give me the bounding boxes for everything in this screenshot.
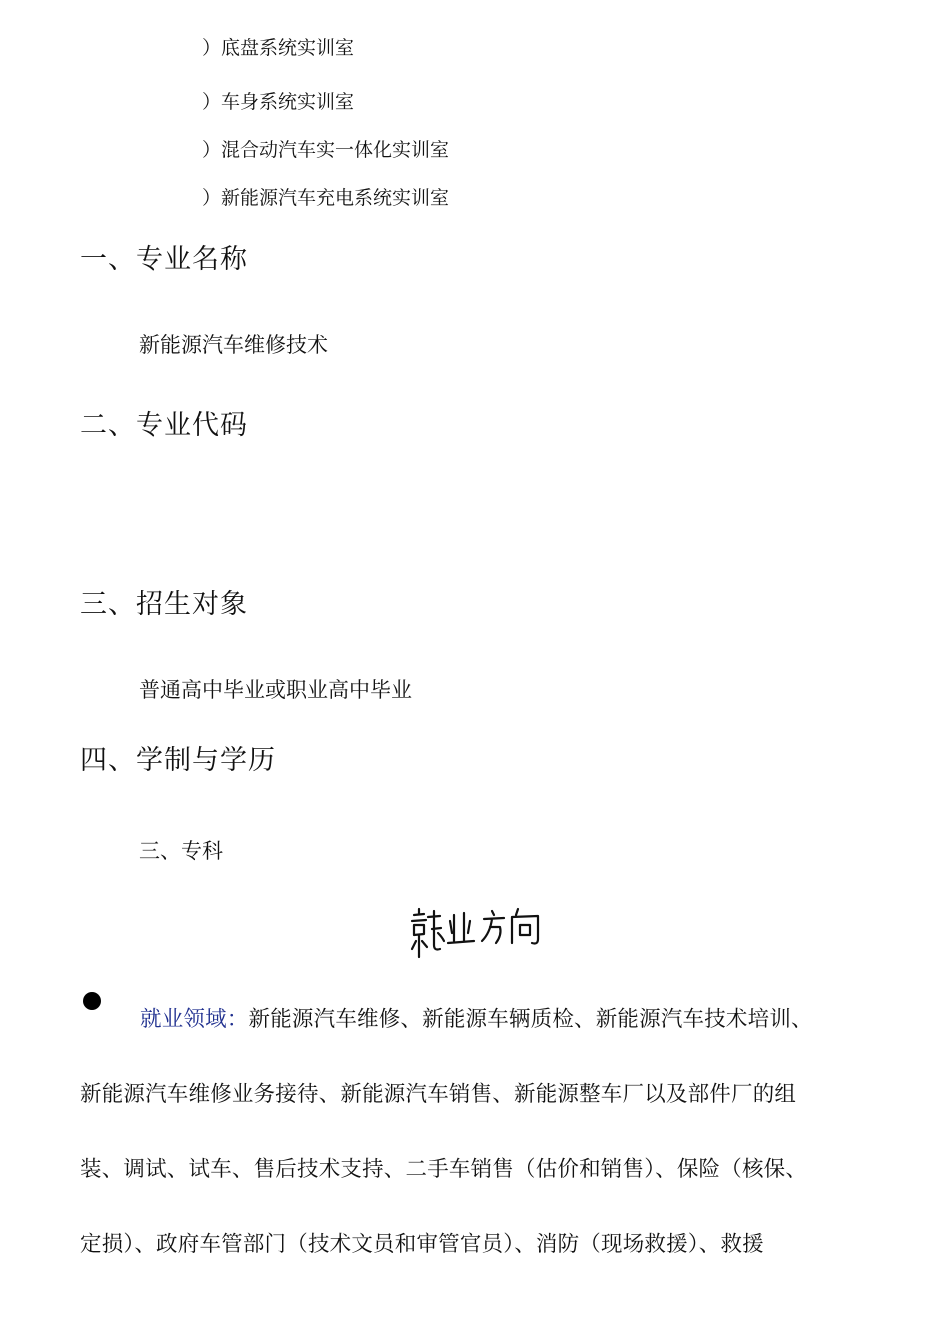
duration-value: 三、专科 bbox=[139, 839, 223, 863]
employment-text: 新能源汽车维修、新能源车辆质检、新能源汽车技术培训、 bbox=[248, 1007, 813, 1032]
bullet-icon bbox=[83, 992, 101, 1010]
employment-line: 新能源汽车维修业务接待、新能源汽车销售、新能源整车厂以及部件厂的组 bbox=[80, 1082, 797, 1107]
section-heading-major-code: 二、专业代码 bbox=[80, 410, 248, 441]
list-item: ）底盘系统实训室 bbox=[202, 37, 355, 59]
section-heading-enrollment: 三、招生对象 bbox=[80, 589, 248, 620]
employment-line: 定损）、政府车管部门（技术文员和审管官员）、消防（现场救援）、救援 bbox=[80, 1232, 764, 1257]
handwritten-title bbox=[408, 905, 544, 963]
list-item: ）车身系统实训室 bbox=[202, 91, 355, 113]
section-heading-major-name: 一、专业名称 bbox=[80, 244, 248, 275]
employment-line bbox=[140, 1002, 813, 1033]
employment-line: 装、调试、试车、售后技术支持、二手车销售（估价和销售）、保险（核保、 bbox=[80, 1157, 808, 1182]
list-item: ）新能源汽车充电系统实训室 bbox=[202, 187, 450, 209]
enrollment-value: 普通高中毕业或职业高中毕业 bbox=[139, 678, 412, 702]
employment-label: 就业领域： bbox=[140, 1007, 249, 1032]
list-item: ）混合动汽车实一体化实训室 bbox=[202, 139, 450, 161]
major-name-value: 新能源汽车维修技术 bbox=[139, 333, 328, 357]
section-heading-duration: 四、学制与学历 bbox=[80, 745, 276, 776]
